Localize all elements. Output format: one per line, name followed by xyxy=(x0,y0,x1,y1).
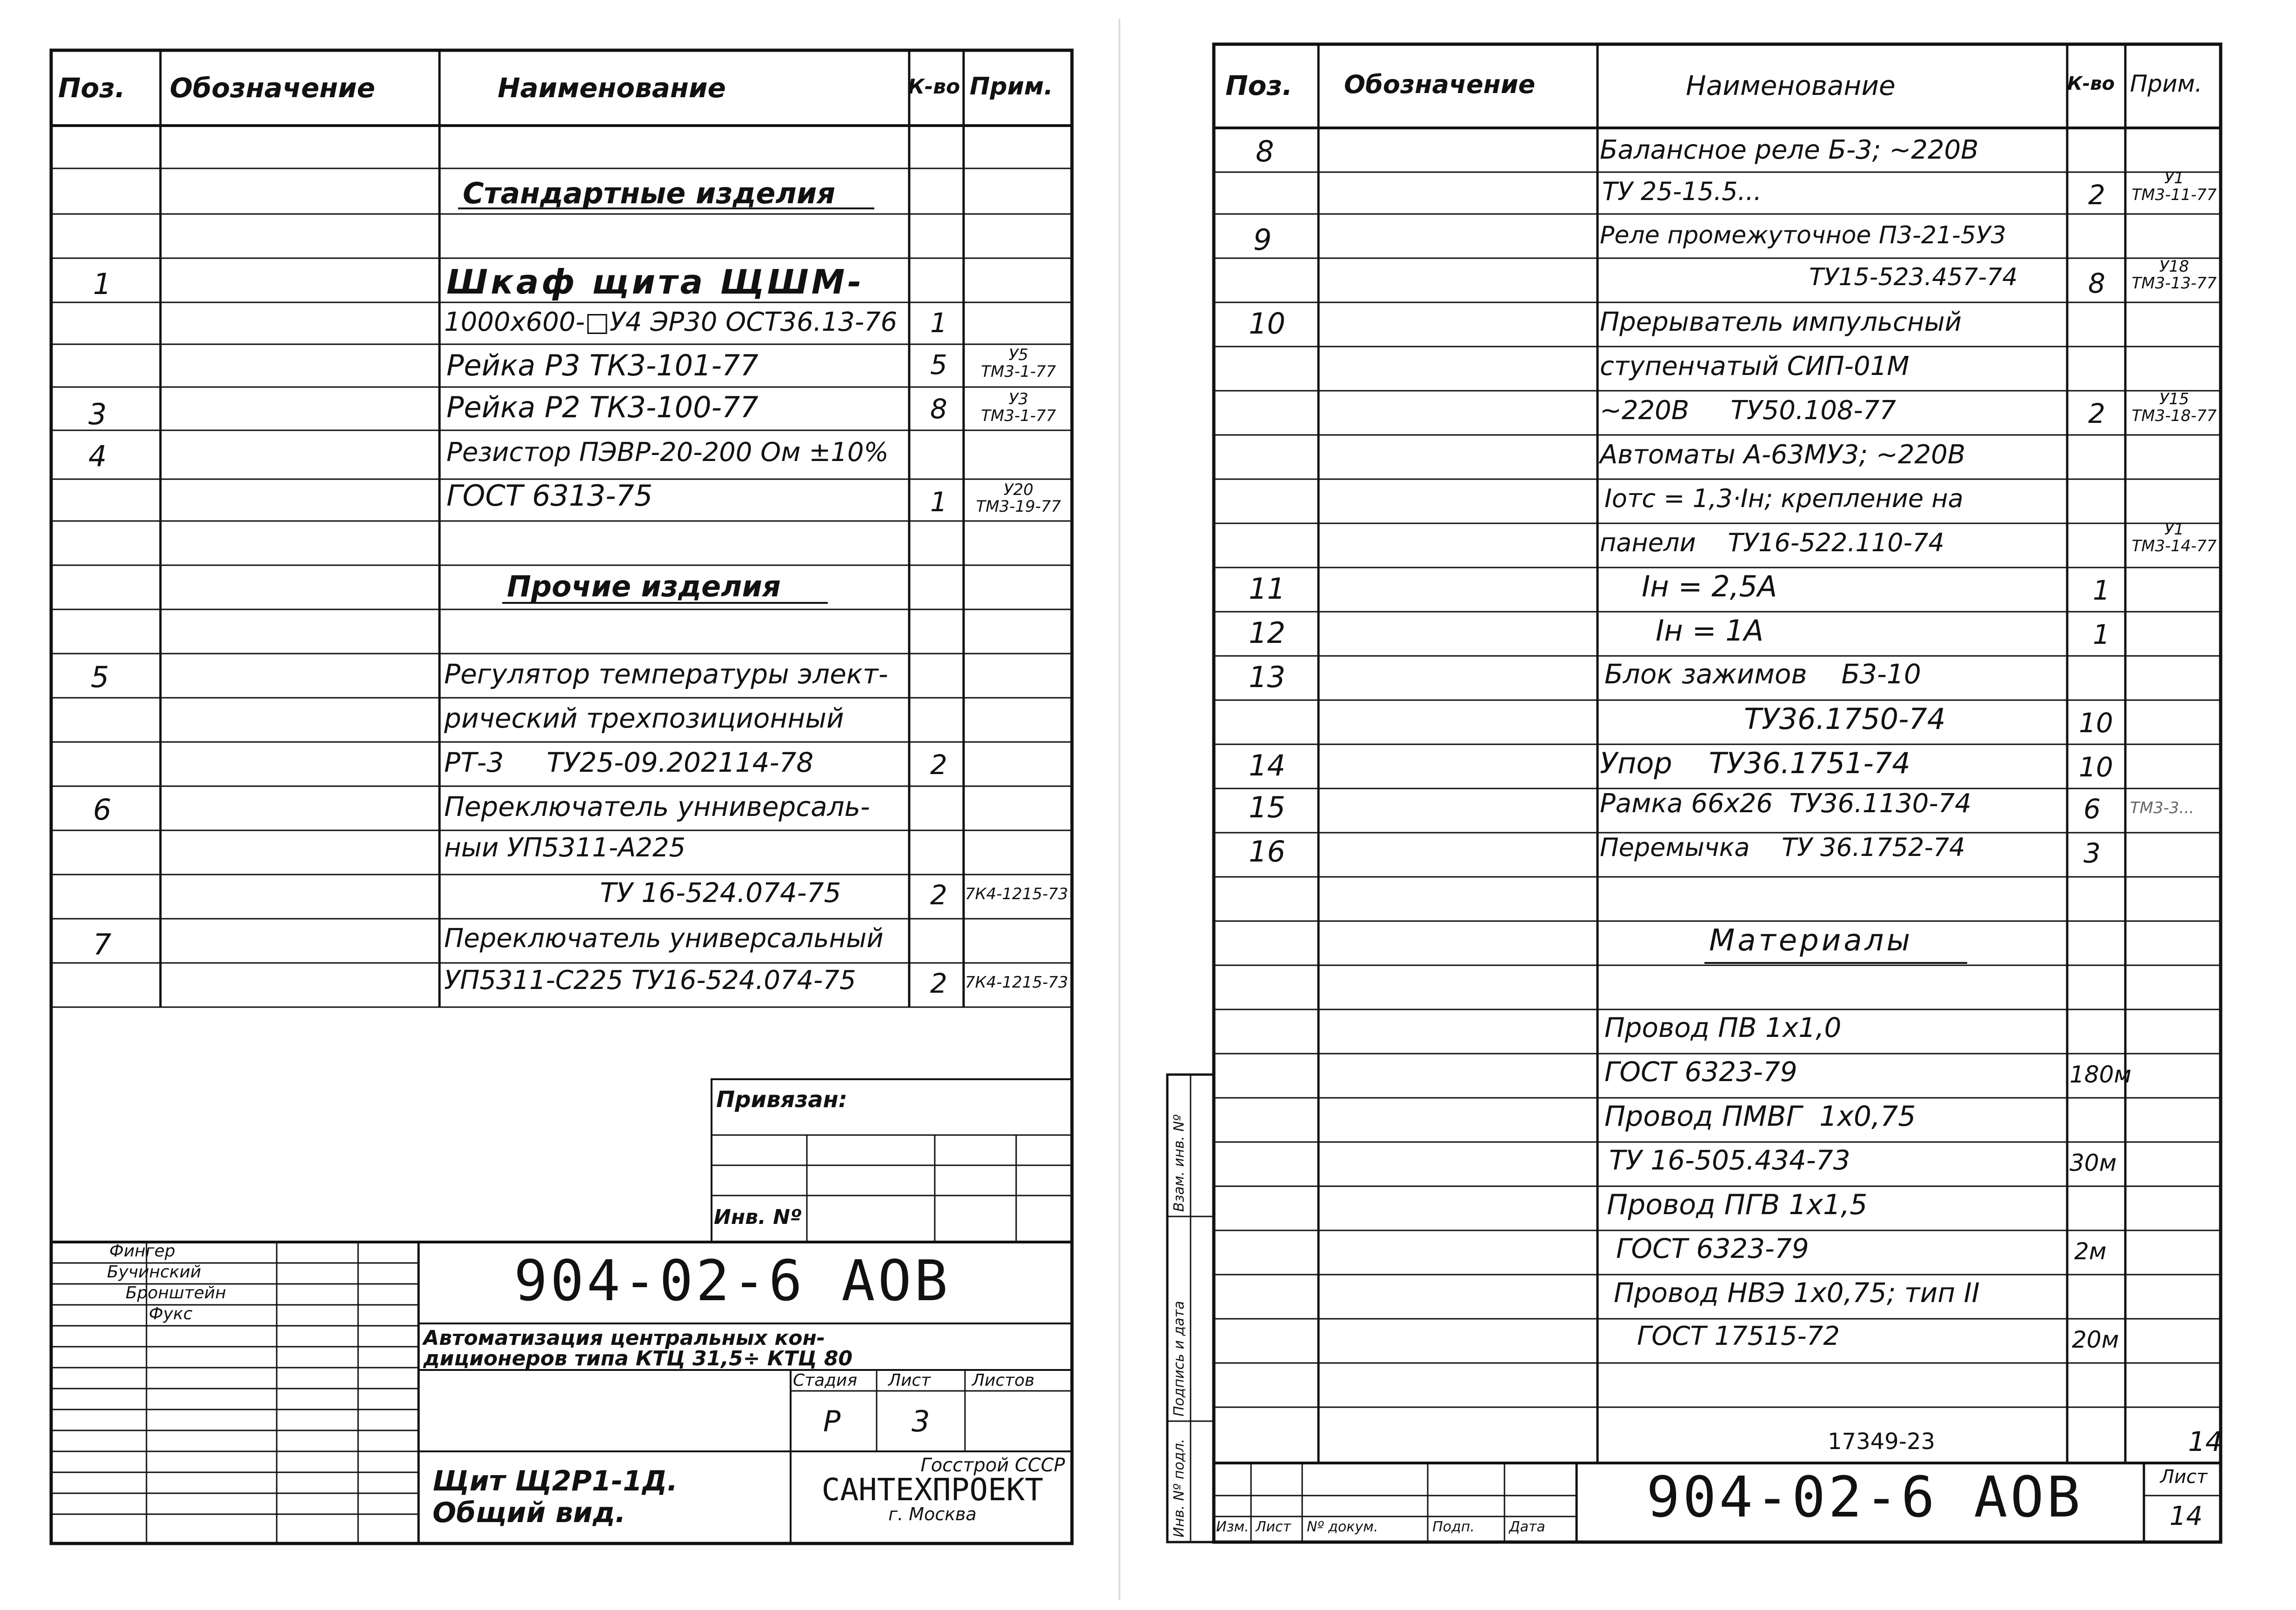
item-note: У1 ТМ3-14-77 xyxy=(2131,520,2217,555)
item-qty: 8 xyxy=(930,393,947,425)
item-name: Перемычка ТУ 36.1752-74 xyxy=(1600,833,1965,862)
item-qty: 10 xyxy=(2079,751,2113,783)
sheet-label: Лист xyxy=(888,1371,931,1390)
item-name: РТ-3 ТУ25-09.202114-78 xyxy=(444,747,814,778)
item-qty: 1 xyxy=(930,486,947,518)
item-note: 7К4-1215-73 xyxy=(965,885,1068,903)
position-number: 15 xyxy=(1249,790,1285,824)
organization: Госстрой СССР САНТЕХПРОЕКТ г. Москва xyxy=(821,1455,1065,1524)
col-header-qty: К-во xyxy=(2067,73,2115,94)
section-title-materials: Материалы xyxy=(1709,923,1913,958)
item-name: Упор ТУ36.1751-74 xyxy=(1600,746,1910,780)
item-name: Реле промежуточное П3-21-5У3 xyxy=(1600,221,2006,249)
item-name: Ιн = 2,5А xyxy=(1642,569,1777,603)
stage-value: Р xyxy=(823,1404,841,1438)
item-qty: 8 xyxy=(2088,267,2105,299)
item-qty: 2 xyxy=(930,968,947,999)
item-name: ТУ36.1750-74 xyxy=(1744,702,1946,736)
side-stamp-signature-date: Подпись и дата xyxy=(1171,1301,1187,1416)
position-number: 4 xyxy=(88,439,107,473)
col-header-note: Прим. xyxy=(2130,70,2203,97)
item-name: Рейка Р3 ТК3-101-77 xyxy=(446,348,759,382)
side-stamp-replacement-inv: Взам. инв. Nº xyxy=(1171,1114,1187,1212)
revision-col: Изм. xyxy=(1216,1519,1249,1535)
position-number: 12 xyxy=(1249,616,1285,650)
material-qty: 20м xyxy=(2072,1326,2119,1353)
item-name: рический трехпозиционный xyxy=(444,702,844,734)
sheet-col: Лист xyxy=(1256,1519,1291,1535)
material-name: Провод НВЭ 1х0,75; тип II xyxy=(1614,1277,1980,1309)
material-name: ТУ 16-505.434-73 xyxy=(1609,1144,1850,1176)
item-name: Переключатель универсальный xyxy=(444,923,884,954)
side-stamp-original-inv: Инв. Nº подл. xyxy=(1171,1438,1187,1537)
signature-name: Бучинский xyxy=(107,1263,201,1282)
item-note: У1 ТМ3-11-77 xyxy=(2131,169,2217,204)
position-number: 6 xyxy=(93,793,112,827)
item-qty: 1 xyxy=(2093,575,2110,606)
item-name: Балансное реле Б-3; ~220В xyxy=(1600,135,1979,165)
item-name: Ιотс = 1,3·Ιн; крепление на xyxy=(1604,484,1963,513)
position-number: 10 xyxy=(1249,307,1285,341)
section-title-standard: Стандартные изделия xyxy=(463,176,836,210)
item-qty: 10 xyxy=(2079,707,2113,739)
item-qty: 1 xyxy=(930,307,947,339)
fold-line xyxy=(1118,19,1120,1600)
item-name: Прерыватель импульсный xyxy=(1600,307,1962,337)
position-number: 14 xyxy=(1249,748,1285,782)
attached-label: Привязан: xyxy=(716,1087,847,1113)
material-qty: 180м xyxy=(2070,1061,2132,1088)
material-name: ГОСТ 6323-79 xyxy=(1604,1056,1797,1088)
left-sheet xyxy=(0,0,1107,1610)
item-name: ныи УП5311-А225 xyxy=(444,833,686,863)
material-name: ГОСТ 6323-79 xyxy=(1616,1233,1809,1264)
col-header-note: Прим. xyxy=(970,73,1053,100)
project-title: Автоматизация центральных кон- диционеров типа КТЦ 31,5÷ КТЦ 80 xyxy=(423,1326,853,1370)
signature-name: Бронштейн xyxy=(126,1283,226,1303)
stage-label: Стадия xyxy=(793,1371,858,1390)
item-name: ~220В ТУ50.108-77 xyxy=(1600,395,1896,426)
position-number: 9 xyxy=(1253,223,1272,257)
item-qty: 2 xyxy=(930,749,947,781)
item-name: ТУ15-523.457-74 xyxy=(1809,263,2018,291)
item-name: Резистор ПЭВР-20-200 Ом ±10% xyxy=(446,437,889,468)
item-qty: 1 xyxy=(2093,619,2110,650)
item-note: У15 ТМ3-18-77 xyxy=(2131,390,2217,425)
item-qty: 2 xyxy=(2088,179,2105,211)
material-name: Провод ПГВ 1х1,5 xyxy=(1607,1189,1868,1221)
item-name: ТУ 16-524.074-75 xyxy=(600,877,841,909)
item-note: У20 ТМ3-19-77 xyxy=(976,481,1061,516)
doc-number-col: Nº докум. xyxy=(1307,1519,1378,1535)
material-qty: 2м xyxy=(2074,1238,2107,1265)
item-note: ТМ3-3... xyxy=(2130,799,2195,817)
position-number: 1 xyxy=(93,267,112,301)
position-number: 5 xyxy=(91,660,109,694)
item-qty: 2 xyxy=(930,879,947,911)
material-qty: 30м xyxy=(2070,1149,2117,1176)
date-col: Дата xyxy=(1509,1519,1545,1535)
col-header-code: Обозначение xyxy=(170,72,375,104)
sheets-label: Листов xyxy=(972,1371,1035,1390)
item-name: 1000х600-□У4 ЭР30 ОСТ36.13-76 xyxy=(444,307,898,337)
col-header-name: Наименование xyxy=(1686,70,1896,101)
inventory-label: Инв. Nº xyxy=(714,1205,802,1229)
item-qty: 3 xyxy=(2083,837,2101,869)
col-header-pos: Поз. xyxy=(58,72,126,104)
item-name: ступенчатый СИП-01М xyxy=(1600,351,1910,381)
item-qty: 5 xyxy=(930,349,947,381)
position-number: 8 xyxy=(1256,134,1274,168)
item-name: Блок зажимов Б3-10 xyxy=(1604,658,1921,690)
item-name: панели ТУ16-522.110-74 xyxy=(1600,528,1944,557)
position-number: 7 xyxy=(93,928,112,962)
position-number: 11 xyxy=(1249,572,1285,606)
item-note: У5 ТМ3-1-77 xyxy=(981,346,1056,381)
sheet-value: 3 xyxy=(912,1404,930,1438)
sheet-value: 14 xyxy=(2170,1501,2203,1531)
material-name: Провод ПВ 1х1,0 xyxy=(1604,1012,1842,1043)
signature-col: Подп. xyxy=(1432,1519,1475,1535)
page-number: 14 xyxy=(2188,1426,2223,1457)
item-name: Рамка 66х26 ТУ36.1130-74 xyxy=(1600,788,1971,819)
drawing-title: Щит Щ2Р1-1Д. Общий вид. xyxy=(433,1465,678,1529)
position-number: 16 xyxy=(1249,835,1285,868)
position-number: 13 xyxy=(1249,660,1285,694)
archive-number: 17349-23 xyxy=(1828,1429,1936,1455)
item-name: Шкаф щита ЩШМ- xyxy=(446,262,865,301)
item-name: Регулятор температуры элект- xyxy=(444,658,888,690)
col-header-name: Наименование xyxy=(498,72,726,104)
item-name: Автоматы А-63МУ3; ~220В xyxy=(1600,440,1966,470)
signature-name: Фингер xyxy=(109,1242,175,1261)
col-header-pos: Поз. xyxy=(1225,70,1293,101)
col-header-qty: К-во xyxy=(908,75,960,99)
section-title-other: Прочие изделия xyxy=(507,569,781,603)
item-name: Ιн = 1А xyxy=(1656,614,1764,648)
material-name: ГОСТ 17515-72 xyxy=(1637,1321,1840,1351)
item-name: УП5311-С225 ТУ16-524.074-75 xyxy=(444,965,856,995)
item-note: 7К4-1215-73 xyxy=(965,973,1068,992)
item-name: Переключатель унниверсаль- xyxy=(444,791,870,822)
document-code: 904-02-6 АОВ xyxy=(1646,1465,2083,1530)
document-code: 904-02-6 АОВ xyxy=(514,1249,951,1314)
item-name: ГОСТ 6313-75 xyxy=(446,479,653,513)
item-name: ТУ 25-15.5... xyxy=(1602,177,1762,206)
col-header-code: Обозначение xyxy=(1344,70,1536,99)
item-name: Рейка Р2 ТК3-100-77 xyxy=(446,390,759,424)
item-qty: 6 xyxy=(2083,793,2101,825)
right-sheet xyxy=(1135,0,2296,1610)
item-note: У18 ТМ3-13-77 xyxy=(2131,257,2217,293)
signature-name: Фукс xyxy=(149,1304,193,1323)
position-number: 3 xyxy=(88,397,107,431)
material-name: Провод ПМВГ 1х0,75 xyxy=(1604,1100,1916,1133)
item-qty: 2 xyxy=(2088,398,2105,429)
sheet-label: Лист xyxy=(2160,1466,2208,1488)
item-note: У3 ТМ3-1-77 xyxy=(981,390,1056,425)
